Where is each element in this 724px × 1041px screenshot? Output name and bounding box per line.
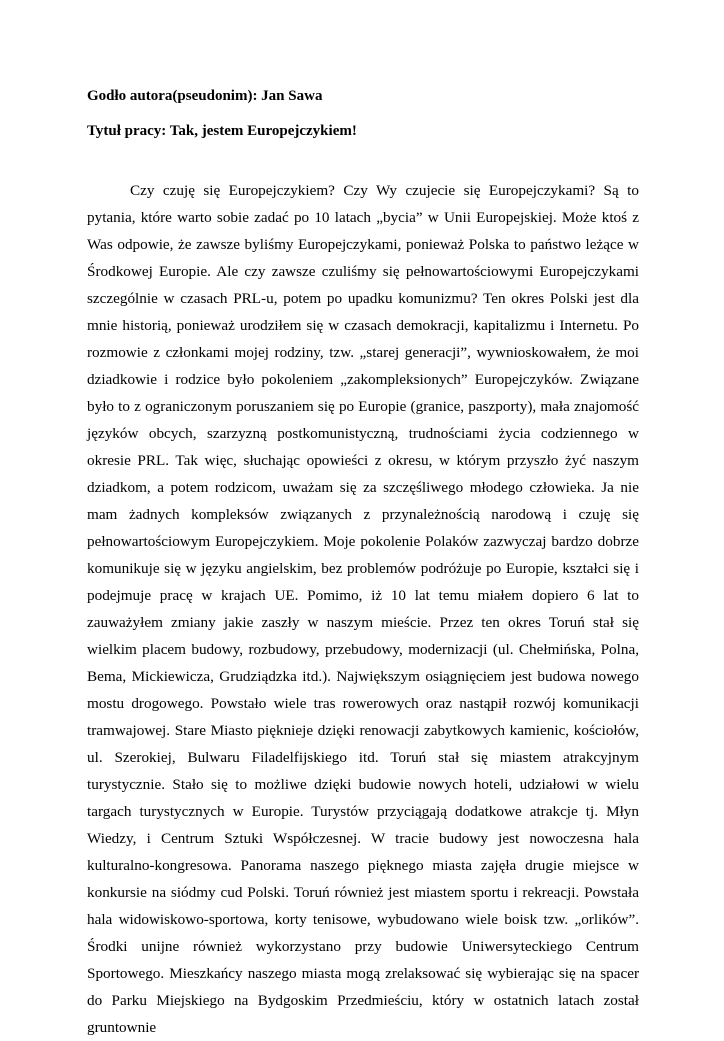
- document-content: [87, 86, 639, 1041]
- author-pseudonym-line: Godło autora(pseudonim): Jan Sawa: [87, 88, 323, 104]
- essay-body-paragraph: Czy czuję się Europejczykiem? Czy Wy czujecie się Europejczykami? Są to pytania, które warto sobie zadać po 10 latach „bycia” w Unii Europejskiej. Może ktoś z Was odpowie, że zawsze byliśmy Europejczykami, ponieważ Polska to państwo leżące w Środkowej Europie. Ale czy zawsze czuliśmy się pełnowartościowymi Europejczykami szczególnie w czasach PRL-u, potem po upadku komunizmu? Ten okres Polski jest dla mnie historią, ponieważ urodziłem się w czasach demokracji, kapitalizmu i Internetu. Po rozmowie z członkami mojej rodziny, tzw. „starej generacji”, wywnioskowałem, że moi dziadkowie i rodzice było pokoleniem „zakompleksionych” Europejczyków. Związane było to z ograniczonym poruszaniem się po Europie (granice, paszporty), mała znajomość języków obcych, szarzyzną postkomunistyczną, trudnościami życia codziennego w okresie PRL. Tak więc, słuchając opowieści z okresu, w którym przyszło żyć naszym dziadkom, a potem rodzicom, uważam się za szczęśliwego młodego człowieka. Ja nie mam żadnych kompleksów związanych z przynależnością narodową i czuję się pełnowartościowym Europejczykiem. Moje pokolenie Polaków zazwyczaj bardzo dobrze komunikuje się w języku angielskim, bez problemów podróżuje po Europie, kształci się i podejmuje pracę w krajach UE. Pomimo, iż 10 lat temu miałem dopiero 6 lat to zauważyłem zmiany jakie zaszły w naszym mieście. Przez ten okres Toruń stał się wielkim placem budowy, rozbudowy, przebudowy, modernizacji (ul. Chełmińska, Polna, Bema, Mickiewicza, Grudziądzka itd.). Największym osiągnięciem jest budowa nowego mostu drogowego. Powstało wiele tras rowerowych oraz nastąpił rozwój komunikacji tramwajowej. Stare Miasto pięknieje dzięki renowacji zabytkowych kamienic, kościołów, ul. Szerokiej, Bulwaru Filadelfijskiego itd. Toruń stał się miastem atrakcyjnym turystycznie. Stało się to możliwe dzięki budowie nowych hoteli, udziałowi w wielu targach turystycznych w Europie. Turystów przyciągają dodatkowe atrakcje tj. Młyn Wiedzy, i Centrum Sztuki Współczesnej. W tracie budowy jest nowoczesna hala kulturalno-kongresowa. Panorama naszego pięknego miasta zajęła drugie miejsce w konkursie na siódmy cud Polski. Toruń również jest miastem sportu i rekreacji. Powstała hala widowiskowo-sportowa, korty tenisowe, wybudowano wiele boisk tzw. „orlików”. Środki unijne również wykorzystano przy budowie Uniwersyteckiego Centrum Sportowego. Mieszkańcy naszego miasta mogą zrelaksować się wybierając się na spacer do Parku Miejskiego na Bydgoskim Przedmieściu, który w ostatnich latach został gruntownie: [87, 182, 639, 1036]
- work-title-line: Tytuł pracy: Tak, jestem Europejczykiem!: [87, 123, 357, 139]
